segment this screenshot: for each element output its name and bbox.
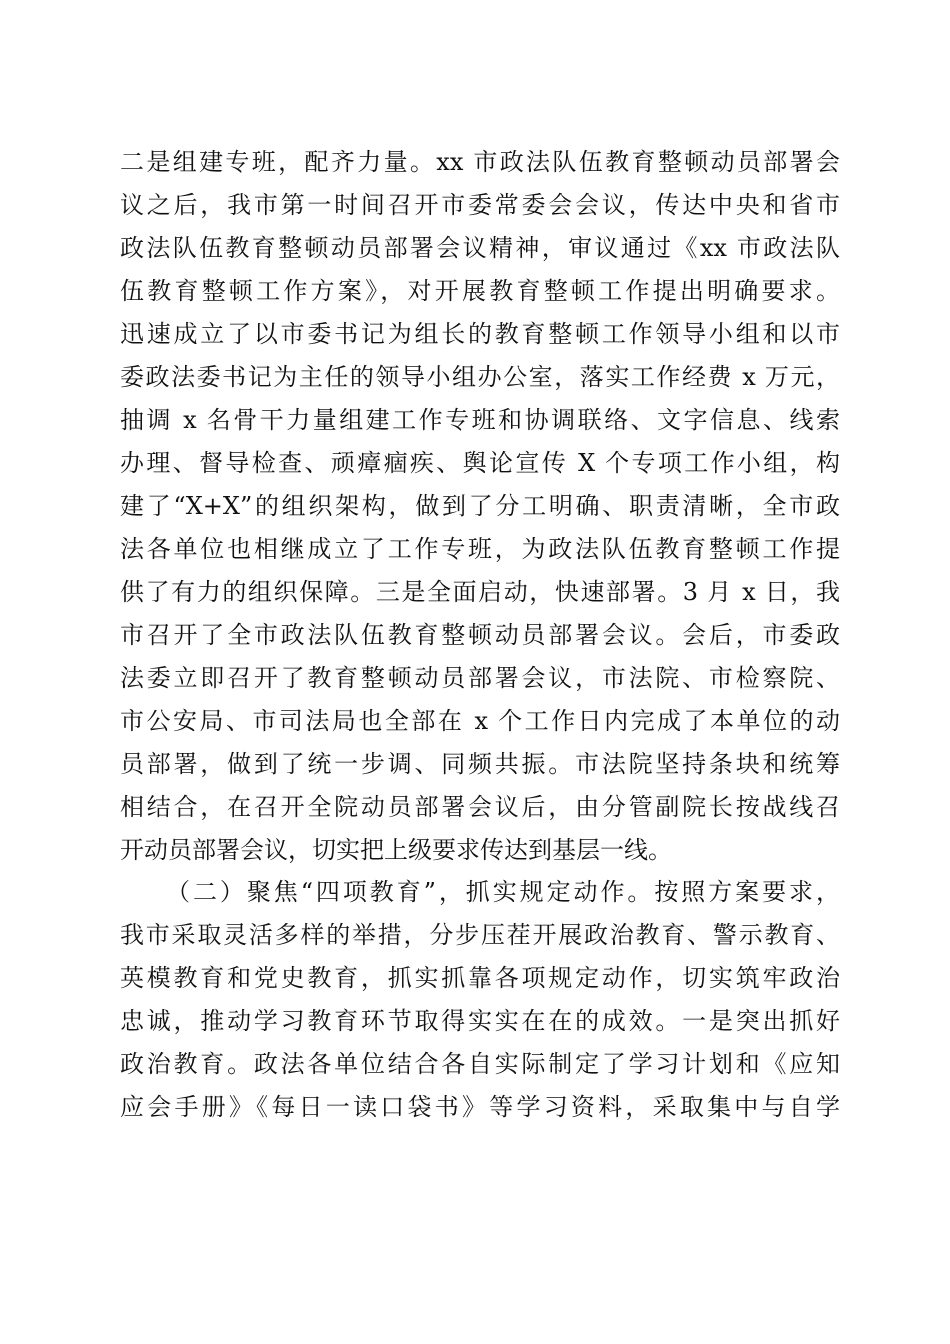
- paragraph-line: 政法队伍教育整顿动员部署会议精神，审议通过《xx 市政法队: [120, 234, 840, 262]
- paragraph-line: 法委立即召开了教育整顿动员部署会议，市法院、市检察院、: [120, 664, 840, 692]
- paragraph-line: 英模教育和党史教育，抓实抓靠各项规定动作，切实筑牢政治: [120, 964, 840, 992]
- paragraph-line: 委政法委书记为主任的领导小组办公室，落实工作经费 x 万元，: [120, 363, 840, 391]
- paragraph-line: 迅速成立了以市委书记为组长的教育整顿工作领导小组和以市: [120, 320, 840, 348]
- paragraph-line: 抽调 x 名骨干力量组建工作专班和协调联络、文字信息、线索: [120, 406, 840, 434]
- paragraph-line: 伍教育整顿工作方案》，对开展教育整顿工作提出明确要求。: [120, 277, 840, 305]
- paragraph-line: 应会手册》《每日一读口袋书》等学习资料，采取集中与自学: [120, 1093, 840, 1121]
- paragraph-line: 办理、督导检查、顽瘴痼疾、舆论宣传 X 个专项工作小组，构: [120, 449, 840, 477]
- paragraph-line: （二）聚焦“四项教育”，抓实规定动作。按照方案要求，: [166, 878, 840, 906]
- paragraph-line: 相结合，在召开全院动员部署会议后，由分管副院长按战线召: [120, 793, 840, 821]
- paragraph-line: 开动员部署会议，切实把上级要求传达到基层一线。: [120, 836, 672, 864]
- paragraph-line: 供了有力的组织保障。三是全面启动，快速部署。3 月 x 日，我: [120, 578, 840, 606]
- paragraph-line: 议之后，我市第一时间召开市委常委会会议，传达中央和省市: [120, 191, 840, 219]
- paragraph-2: [120, 871, 840, 1129]
- paragraph-line: 忠诚，推动学习教育环节取得实实在在的成效。一是突出抓好: [120, 1007, 840, 1035]
- paragraph-line: 建了“X+X”的组织架构，做到了分工明确、职责清晰，全市政: [120, 492, 840, 520]
- paragraph-line: 市公安局、市司法局也全部在 x 个工作日内完成了本单位的动: [120, 707, 840, 735]
- paragraph-line: 政治教育。政法各单位结合各自实际制定了学习计划和《应知: [120, 1050, 840, 1078]
- paragraph-line: 市召开了全市政法队伍教育整顿动员部署会议。会后，市委政: [120, 621, 840, 649]
- paragraph-line: 二是组建专班，配齐力量。xx 市政法队伍教育整顿动员部署会: [120, 148, 840, 176]
- paragraph-line: 我市采取灵活多样的举措，分步压茬开展政治教育、警示教育、: [120, 921, 840, 949]
- paragraph-line: 员部署，做到了统一步调、同频共振。市法院坚持条块和统筹: [120, 750, 840, 778]
- paragraph-line: 法各单位也相继成立了工作专班，为政法队伍教育整顿工作提: [120, 535, 840, 563]
- paragraph-1: [120, 141, 840, 872]
